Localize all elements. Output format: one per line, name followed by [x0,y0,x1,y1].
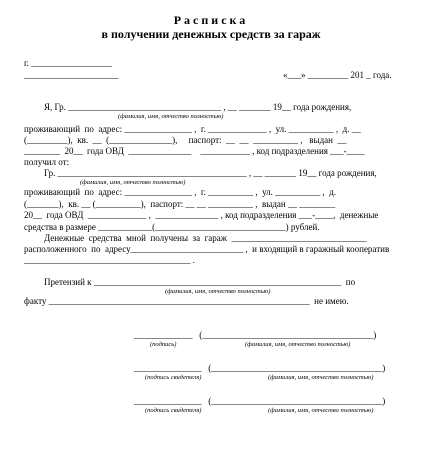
document-subtitle: в получении денежных средств за гараж [101,27,321,41]
payer-passport-line: (_______), кв. __ (__________), паспорт: __ __ __________ , выдан __ ________ [24,199,336,209]
amount-line: средства в размере ____________(_____________________________) рублей. [24,222,320,232]
witness1-signature-caption: (подпись свидетеля) [145,374,202,381]
payer-line: Гр. __________________________________________ , __ _______ 19__ года рождения, [44,168,377,178]
date-field: «___» _________ 201 _ года. [283,70,392,80]
payer-issued-line: 20__ года ОВД _____________ , ______________ , код подразделения ___-____, денежные [24,210,379,220]
recipient-address-line: проживающий по адрес: _______________ , г. _____________ , ул. __________ , д. __ [24,124,361,134]
witness1-name-caption: (фамилия, имя, отчество полностью) [268,374,374,381]
cooperative-line: _____________________________________ . [24,255,195,265]
payer-caption: (фамилия, имя, отчество полностью) [80,179,186,186]
claims-caption: (фамилия, имя, отчество полностью) [165,288,271,295]
recipient-passport-line: (_________), кв. __ (______________), паспорт: __ __ __________ , выдан __ [24,135,347,145]
garage-address-line: расположенного по адресу_________________________ , и входящий в гаражный кооператив [24,244,390,254]
recipient-caption: (фамилия, имя, отчество полностью) [118,113,224,120]
witness2-signature-line: _______________ (______________________________________) [134,396,386,406]
signature-caption: (подпись) [150,341,177,348]
city-field: г. __________________ [24,58,113,68]
claims-line: Претензий к _______________________________________________________ по [44,277,356,287]
signature-name-caption: (фамилия, имя, отчество полностью) [245,341,351,348]
witness1-signature-line: _______________ (______________________________________) [134,363,386,373]
payer-address-line: проживающий по адрес: _______________ , г. __________ , ул. __________ , д. [24,187,336,197]
recipient-issued-line: ________ 20__ года ОВД ______________ ___________ , код подразделения ___-____ [24,146,365,156]
document-title: Расписка [173,13,249,27]
garage-line: Денежные средства мной получены за гараж ______________________________ [44,233,367,243]
witness2-signature-caption: (подпись свидетеля) [145,407,202,414]
received-from-label: получил от: [24,157,70,167]
witness2-name-caption: (фамилия, имя, отчество полностью) [268,407,374,414]
signature-line: _____________ (______________________________________) [134,330,377,340]
recipient-line: Я, Гр. __________________________________ , __ _______ 19__ года рождения, [44,102,352,112]
fact-line: факту __________________________________________________________ не имею. [24,296,349,306]
city-field-2: _____________________ [24,70,119,80]
